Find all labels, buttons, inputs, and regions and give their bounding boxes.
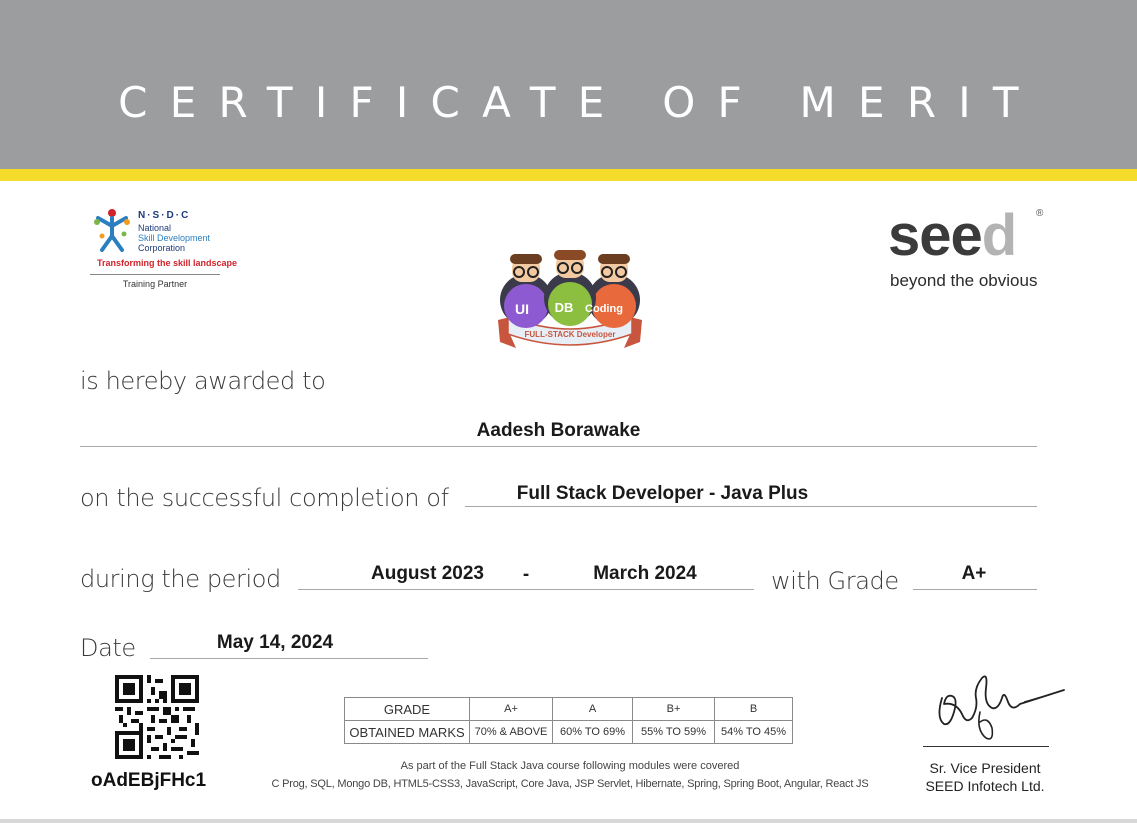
training-partner-label: Training Partner — [122, 279, 188, 289]
issue-date: May 14, 2024 — [216, 632, 334, 653]
grade-label: with Grade — [771, 567, 899, 595]
modules-note: As part of the Full Stack Java course following modules were covered — [400, 760, 740, 772]
signatory-title: Sr. Vice President — [929, 760, 1041, 776]
badge-ribbon-label: FULL-STACK Developer — [524, 330, 616, 339]
period-separator: - — [522, 564, 530, 585]
modules-list: C Prog, SQL, Mongo DB, HTML5-CSS3, JavaScript, Core Java, JSP Servlet, Hibernate, Spring, Spring Boot, Angular, React JS — [271, 778, 869, 790]
badge-ui-label: UI — [515, 301, 529, 317]
signature-line — [923, 746, 1049, 747]
marks-cell: 54% TO 45% — [715, 721, 793, 744]
seed-tagline: beyond the obvious — [890, 271, 1038, 290]
marks-cell: 55% TO 59% — [633, 721, 715, 744]
full-stack-badge-icon — [494, 250, 646, 354]
nsdc-figure-icon — [88, 206, 136, 254]
verification-code: oAdEBjFHc1 — [91, 770, 207, 791]
date-label: Date — [80, 634, 136, 662]
nsdc-name-line3: Corporation — [138, 243, 186, 253]
accent-band — [0, 169, 1137, 181]
grade-line — [913, 589, 1037, 590]
nsdc-divider — [90, 274, 220, 275]
recipient-line — [80, 446, 1037, 447]
seed-logo-dark: see — [888, 203, 982, 268]
nsdc-abbreviation: N·S·D·C — [138, 210, 191, 221]
grade-cell: A+ — [470, 698, 553, 721]
marks-cell: 70% & ABOVE — [470, 721, 553, 744]
period-end: March 2024 — [593, 563, 697, 584]
certificate-title: CERTIFICATE OF MERIT — [118, 78, 1041, 127]
signatory-organization: SEED Infotech Ltd. — [925, 778, 1045, 794]
nsdc-tagline: Transforming the skill landscape — [97, 258, 238, 268]
period-start: August 2023 — [371, 563, 484, 584]
seed-logo-light: d — [981, 203, 1017, 268]
marks-cell: 60% TO 69% — [553, 721, 633, 744]
badge-db-label: DB — [554, 300, 574, 315]
qr-code-icon — [115, 675, 199, 759]
awarded-label: is hereby awarded to — [80, 367, 326, 395]
grade-header-cell: GRADE — [345, 698, 470, 721]
marks-row — [345, 721, 793, 744]
period-line — [298, 589, 754, 590]
nsdc-name-line2: Skill Development — [138, 233, 211, 243]
recipient-name: Aadesh Borawake — [476, 420, 641, 441]
header-banner — [0, 0, 1137, 169]
course-name: Full Stack Developer - Java Plus — [516, 483, 809, 504]
grade-row — [345, 698, 793, 721]
period-label: during the period — [80, 565, 281, 593]
registered-mark: ® — [1036, 208, 1044, 219]
grade-cell: B — [715, 698, 793, 721]
marks-header-cell: OBTAINED MARKS — [345, 721, 470, 744]
seed-logo — [888, 203, 1017, 268]
grade-cell: A — [553, 698, 633, 721]
grade-table — [344, 697, 793, 744]
date-line — [150, 658, 428, 659]
nsdc-name-line1: National — [138, 223, 172, 233]
signature-image — [932, 668, 1068, 744]
grade-cell: B+ — [633, 698, 715, 721]
nsdc-logo — [88, 206, 238, 296]
completion-label: on the successful completion of — [80, 484, 449, 512]
course-line — [465, 506, 1037, 507]
grade-value: A+ — [961, 563, 987, 584]
bottom-edge — [0, 819, 1137, 823]
badge-coding-label: Coding — [585, 303, 623, 315]
